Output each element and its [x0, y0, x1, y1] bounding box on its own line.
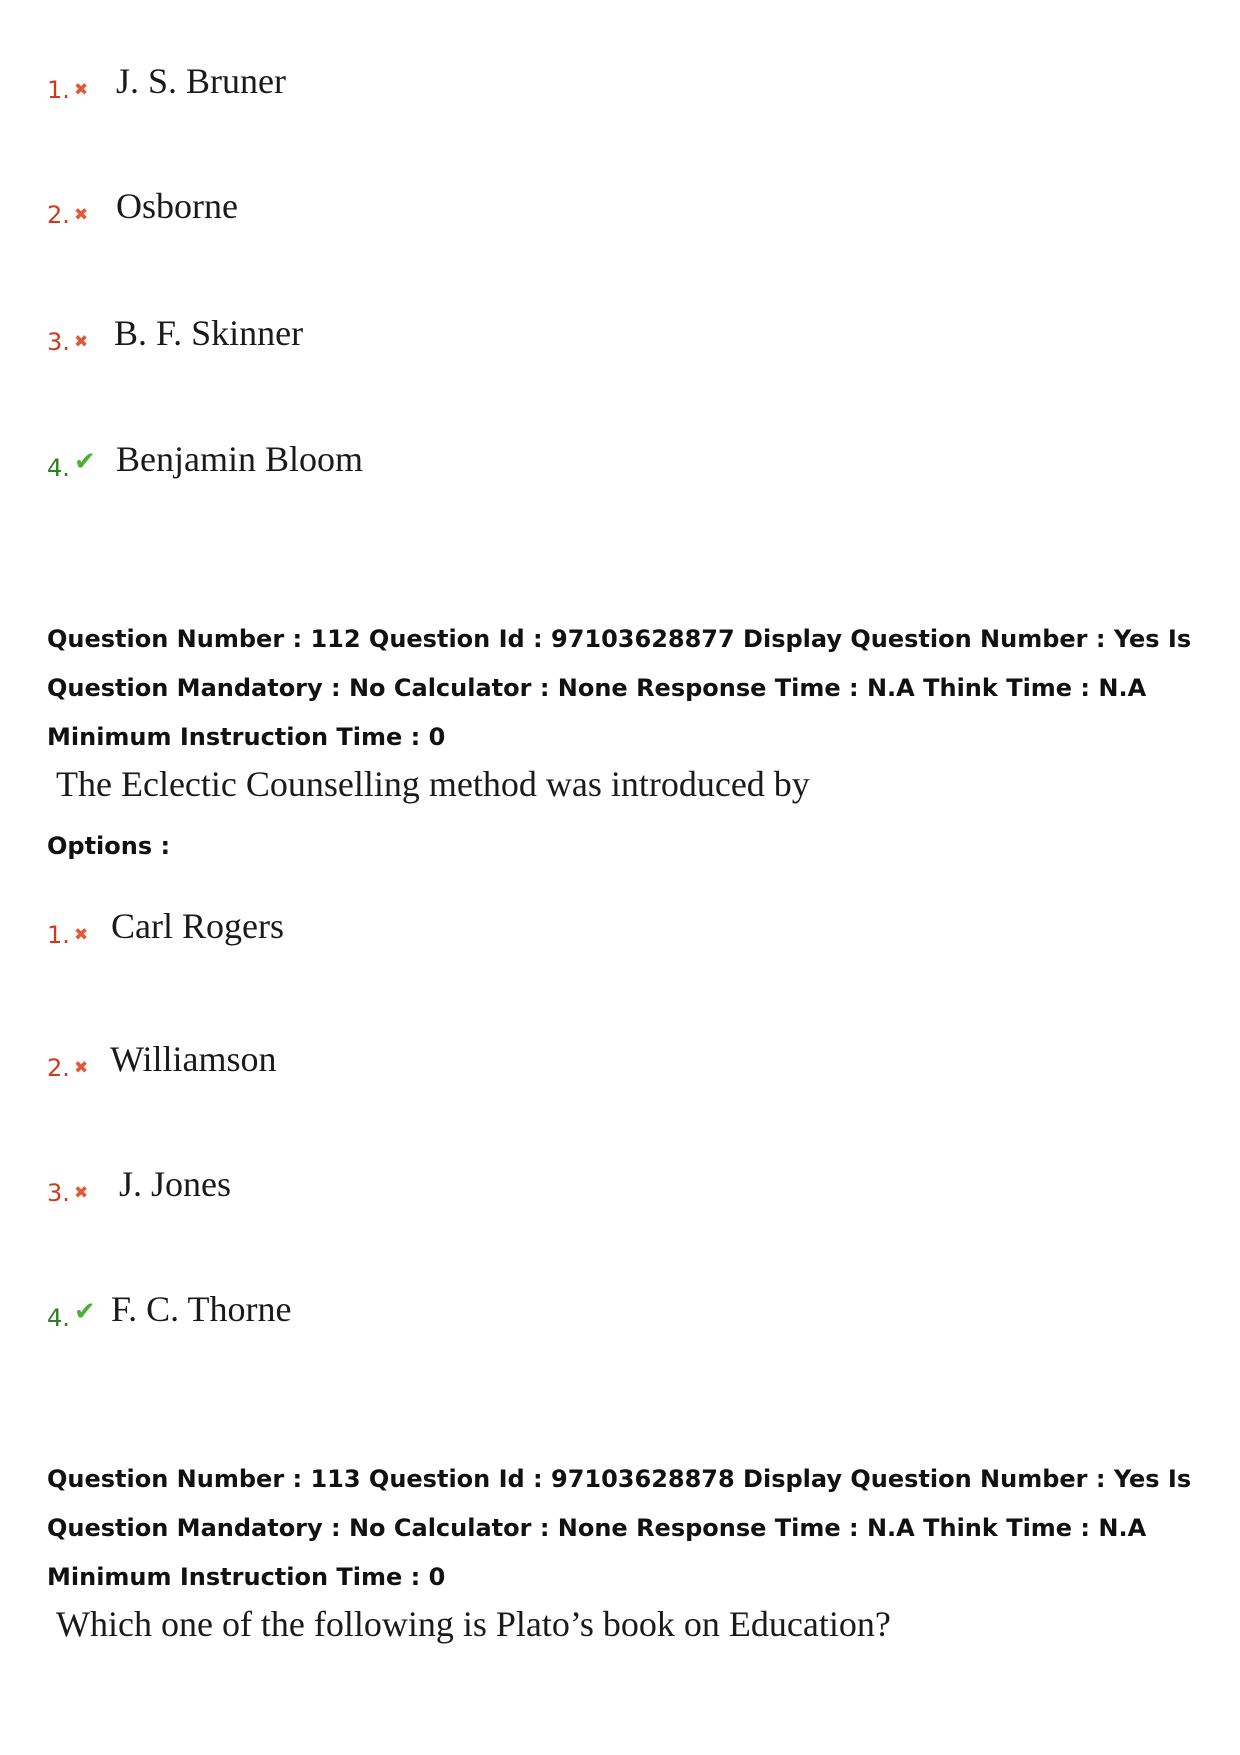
cross-icon: ✖: [74, 925, 89, 945]
option-text: F. C. Thorne: [111, 1289, 292, 1329]
option-text: Williamson: [110, 1039, 277, 1079]
option-text: Osborne: [116, 186, 238, 226]
cross-icon: ✖: [74, 205, 89, 225]
checkmark-icon: ✔: [74, 447, 96, 477]
question-text: The Eclectic Counselling method was introduced by: [56, 764, 810, 804]
option-text: B. F. Skinner: [114, 313, 304, 353]
option-text: J. Jones: [119, 1164, 232, 1204]
option-number: 3.: [47, 328, 70, 356]
option-number: 2.: [47, 201, 70, 229]
question-header: Question Number : 112 Question Id : 97103628877 Display Question Number : Yes Is Question Mandatory : No Calculator : None Response Time : N.A Think Time : N.A Minimum Instruction Time : 0: [47, 625, 1192, 751]
question-text: Which one of the following is Plato’s book on Education?: [56, 1604, 891, 1644]
option-text: Carl Rogers: [111, 906, 284, 946]
option-text: J. S. Bruner: [116, 61, 286, 101]
cross-icon: ✖: [74, 332, 89, 352]
option-number: 2.: [47, 1054, 70, 1082]
cross-icon: ✖: [74, 1058, 89, 1078]
option-number: 1.: [47, 921, 70, 949]
option-text: Benjamin Bloom: [116, 439, 363, 479]
checkmark-icon: ✔: [74, 1297, 96, 1327]
cross-icon: ✖: [74, 1183, 89, 1203]
option-number: 1.: [47, 76, 70, 104]
option-number: 4.: [47, 454, 70, 482]
options-label: Options :: [47, 832, 171, 860]
option-number: 3.: [47, 1179, 70, 1207]
question-header: Question Number : 113 Question Id : 97103628878 Display Question Number : Yes Is Question Mandatory : No Calculator : None Response Time : N.A Think Time : N.A Minimum Instruction Time : 0: [47, 1465, 1192, 1591]
cross-icon: ✖: [74, 80, 89, 100]
option-number: 4.: [47, 1304, 70, 1332]
